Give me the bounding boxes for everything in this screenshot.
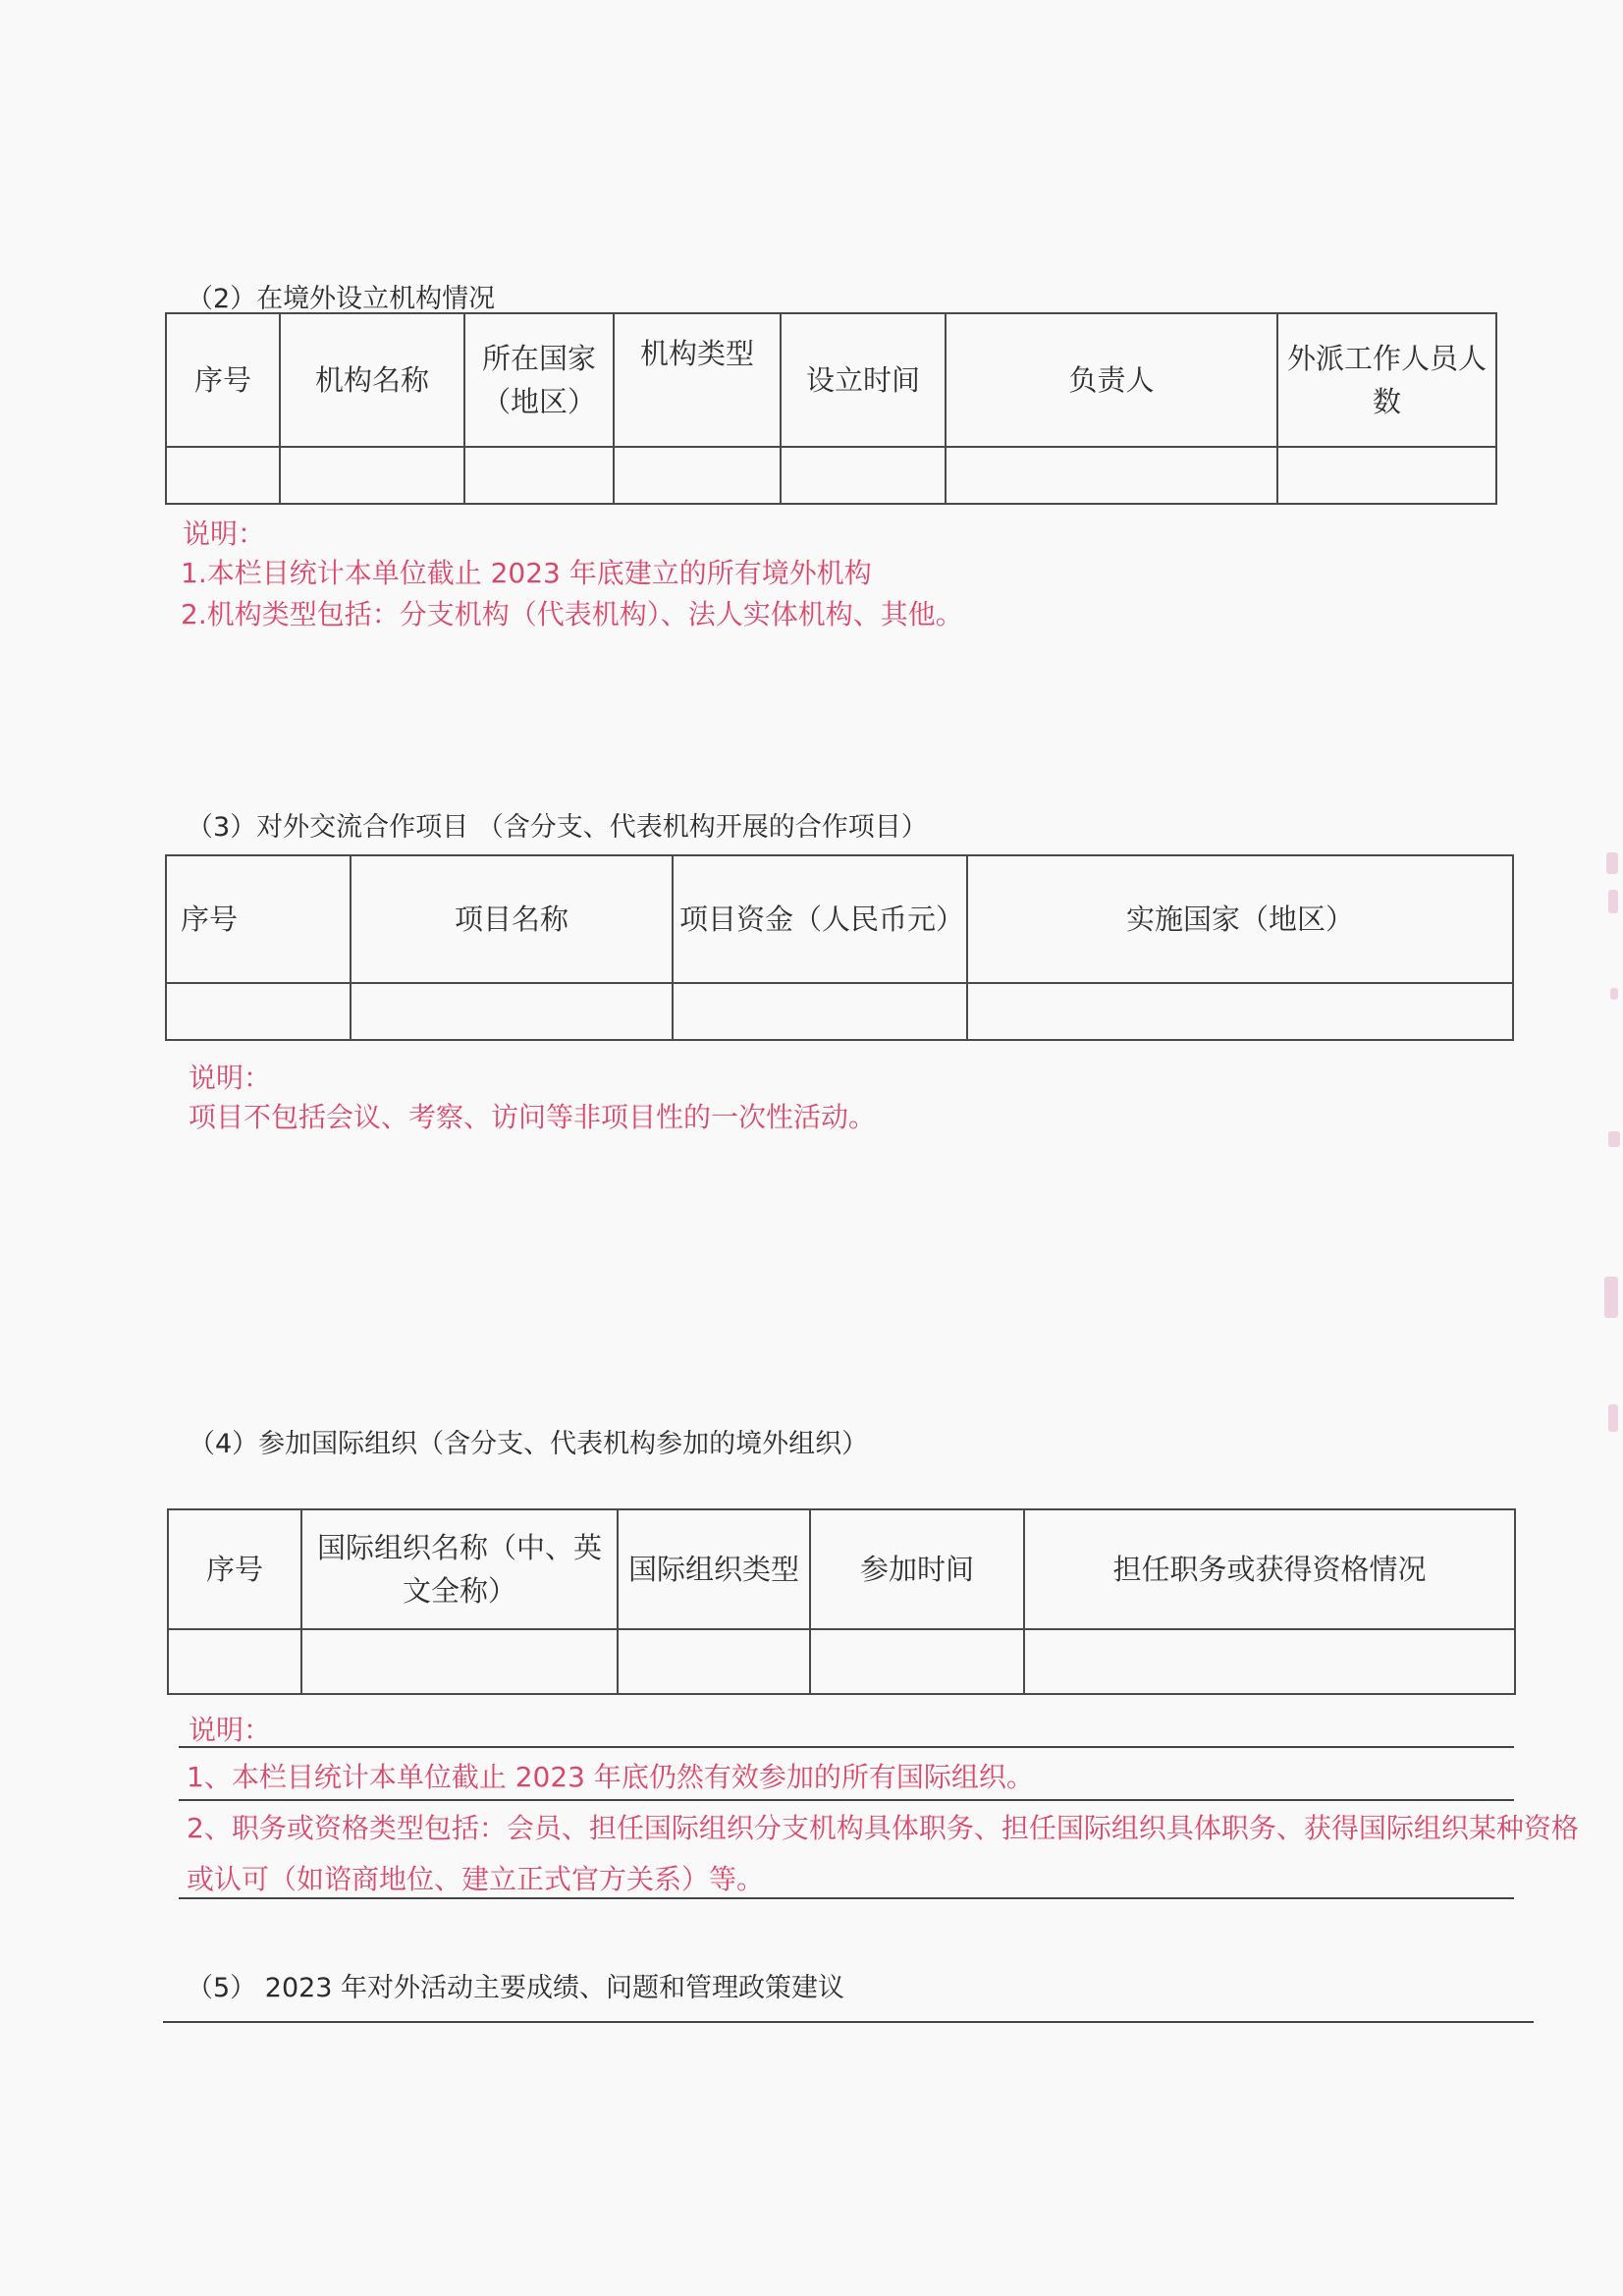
table-cell[interactable] <box>781 447 946 504</box>
table-header-row <box>168 1509 1515 1629</box>
header-cell-position: 担任职务或获得资格情况 <box>1024 1509 1515 1629</box>
international-organizations-table <box>167 1508 1516 1695</box>
note-item: 项目不包括会议、考察、访问等非项目性的一次性活动。 <box>189 1101 877 1133</box>
table-cell[interactable] <box>618 1629 810 1694</box>
note-label: 说明： <box>189 1062 272 1094</box>
table-cell[interactable] <box>673 983 967 1040</box>
header-cell-established: 设立时间 <box>781 313 946 447</box>
table-cell[interactable] <box>280 447 464 504</box>
header-cell-org-name: 国际组织名称（中、英文全称） <box>301 1509 618 1629</box>
divider <box>179 1799 1514 1801</box>
scan-mark <box>1610 988 1618 1000</box>
overseas-institutions-table <box>165 312 1497 505</box>
note-item: 2.机构类型包括：分支机构（代表机构）、法人实体机构、其他。 <box>181 598 963 630</box>
divider <box>179 1746 1514 1748</box>
section-2-title: （2）在境外设立机构情况 <box>187 284 496 314</box>
scan-mark <box>1604 1277 1618 1318</box>
table-row <box>168 1629 1515 1694</box>
divider <box>179 1897 1514 1899</box>
table-cell[interactable] <box>166 983 351 1040</box>
table-cell[interactable] <box>464 447 614 504</box>
note-item: 1、本栏目统计本单位截止 2023 年底仍然有效参加的所有国际组织。 <box>187 1761 1034 1793</box>
table-cell[interactable] <box>810 1629 1024 1694</box>
header-cell-staff-count: 外派工作人员人数 <box>1277 313 1496 447</box>
header-cell-name: 机构名称 <box>280 313 464 447</box>
note-label: 说明： <box>183 518 266 550</box>
scan-mark <box>1606 852 1618 874</box>
header-cell-type: 机构类型 <box>614 313 781 447</box>
header-cell-index: 序号 <box>166 313 280 447</box>
header-cell-implementing-country: 实施国家（地区） <box>967 855 1513 983</box>
table-cell[interactable] <box>166 447 280 504</box>
scan-mark <box>1608 890 1618 913</box>
header-cell-org-type: 国际组织类型 <box>618 1509 810 1629</box>
table-cell[interactable] <box>967 983 1513 1040</box>
table-row <box>166 983 1513 1040</box>
header-cell-join-time: 参加时间 <box>810 1509 1024 1629</box>
section-3-title: （3）对外交流合作项目 （含分支、代表机构开展的合作项目） <box>187 812 928 843</box>
note-label: 说明： <box>189 1714 272 1746</box>
header-cell-country: 所在国家（地区） <box>464 313 614 447</box>
table-row <box>166 447 1496 504</box>
table-cell[interactable] <box>1024 1629 1515 1694</box>
table-cell[interactable] <box>614 447 781 504</box>
divider <box>163 2021 1534 2023</box>
table-cell[interactable] <box>1277 447 1496 504</box>
header-cell-index: 序号 <box>166 855 351 983</box>
cooperation-projects-table <box>165 854 1514 1041</box>
header-cell-project-name: 项目名称 <box>351 855 673 983</box>
table-cell[interactable] <box>946 447 1277 504</box>
table-header-row <box>166 313 1496 447</box>
table-cell[interactable] <box>351 983 673 1040</box>
header-cell-index: 序号 <box>168 1509 301 1629</box>
table-cell[interactable] <box>301 1629 618 1694</box>
header-cell-project-funds: 项目资金（人民币元） <box>673 855 967 983</box>
section-4-title: （4）参加国际组织（含分支、代表机构参加的境外组织） <box>189 1429 869 1459</box>
scan-mark <box>1608 1131 1620 1147</box>
scan-mark <box>1608 1404 1618 1432</box>
note-item: 1.本栏目统计本单位截止 2023 年底建立的所有境外机构 <box>181 557 872 589</box>
table-cell[interactable] <box>168 1629 301 1694</box>
header-cell-person-in-charge: 负责人 <box>946 313 1277 447</box>
section-5-title: （5） 2023 年对外活动主要成绩、问题和管理政策建议 <box>187 1973 845 2003</box>
note-item: 2、职务或资格类型包括：会员、担任国际组织分支机构具体职务、担任国际组织具体职务、获得国际组织某种资格或认可（如谘商地位、建立正式官方关系）等。 <box>187 1812 1579 1895</box>
table-header-row <box>166 855 1513 983</box>
